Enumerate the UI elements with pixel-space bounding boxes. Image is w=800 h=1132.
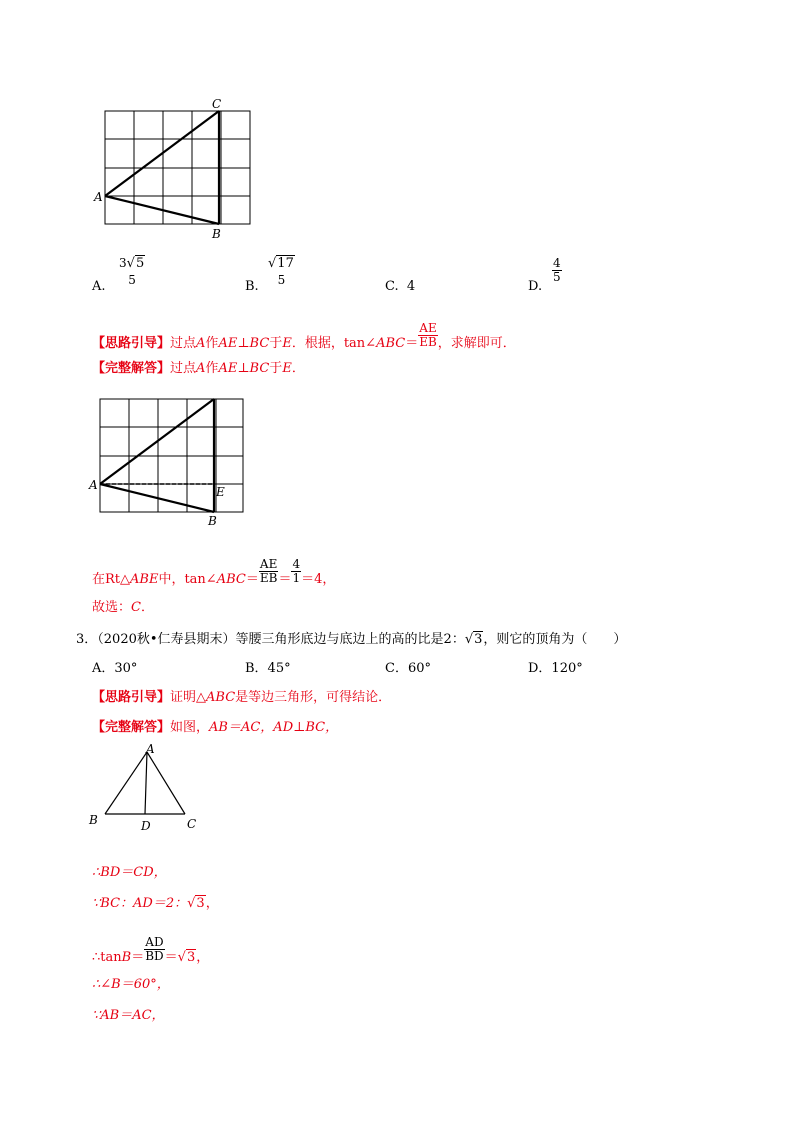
- q3-step-2: ∵BC：AD＝2：√3，: [92, 896, 219, 911]
- q3-hint: 【思路引导】证明△ABC是等边三角形，可得结论．: [92, 690, 392, 705]
- hint-fraction: $\frac{AE}{EB}$: [419, 321, 437, 349]
- q3-option-c: C．60°: [385, 661, 431, 676]
- label-d: D: [141, 819, 151, 833]
- label-b: B: [89, 813, 98, 827]
- q3-option-b: B．45°: [245, 661, 291, 676]
- label-c: C: [212, 97, 222, 111]
- option-d-fraction: $\frac{4}{5}$: [553, 256, 561, 284]
- q3-option-d: D．120°: [528, 661, 583, 676]
- q3-option-a: A．30°: [92, 661, 138, 676]
- q3-step-5: ∵AB＝AC，: [92, 1008, 165, 1023]
- label-a: A: [94, 190, 103, 204]
- page: C A B A. 3√5 5 B. √17 5 C. 4 D. $\frac{4}{5}$ 【思路引导】过点A作AE⊥BC于E．根据，tan∠ABC＝ $\frac{AE}{EB}$ ，求解即可． 【完整解答】过点A作AE⊥BC于E． A E B 在Rt△ABE中，tan∠ABC＝ $\frac{AE}{EB}$ ＝ $\frac{4}{1}$ ＝4， 故选：C． 3．（2020秋•仁寿县期末）等腰三角形底边与底边上的高的比是2：√3，则它的顶角为（ ） A．30° B．45° C．60° D．120° 【思路引导】证明△ABC是等边三角形，可得结论． 【完整解答】如图，AB＝AC，AD⊥BC， A B D C ∴BD＝CD， ∵BC：AD＝2：√3， ∴tanB＝ $\frac{AD}{BD}$ ＝√3， ∴∠B＝60°， ∵AB＝AC，: [76, 97, 627, 1023]
- label-a: A: [146, 742, 155, 756]
- q3-step-1: ∴BD＝CD，: [92, 865, 167, 880]
- option-c: C. 4: [385, 279, 416, 294]
- q3-step-3: ∴tanB＝ $\frac{AD}{BD}$ ＝√3，: [92, 935, 210, 965]
- option-a-fraction: 3√5 5: [119, 256, 145, 287]
- grid-figure-2: [88, 385, 268, 530]
- q2-calculation: 在Rt△ABE中，tan∠ABC＝ $\frac{AE}{EB}$ ＝ $\frac{4}{1}$ ＝4，: [92, 557, 336, 587]
- label-b: B: [212, 227, 221, 241]
- label-b: B: [208, 514, 217, 528]
- q2-choice: 故选：C．: [92, 600, 154, 615]
- q3-step-4: ∴∠B＝60°，: [92, 977, 170, 992]
- triangle-figure-3: [85, 742, 215, 834]
- label-a: A: [89, 478, 98, 492]
- option-b-fraction: √17 5: [268, 256, 294, 287]
- grid-figure-1: [90, 95, 270, 245]
- q3-answer: 【完整解答】如图，AB＝AC，AD⊥BC，: [92, 720, 339, 735]
- q2-answer: 【完整解答】过点A作AE⊥BC于E．: [92, 361, 305, 376]
- label-e: E: [216, 485, 225, 499]
- q3-stem: 3．（2020秋•仁寿县期末）等腰三角形底边与底边上的高的比是2：√3，则它的顶角为（ ）: [76, 632, 627, 647]
- q2-hint: 【思路引导】过点A作AE⊥BC于E．根据，tan∠ABC＝ $\frac{AE}{EB}$ ，求解即可．: [92, 321, 516, 351]
- label-c: C: [187, 817, 197, 831]
